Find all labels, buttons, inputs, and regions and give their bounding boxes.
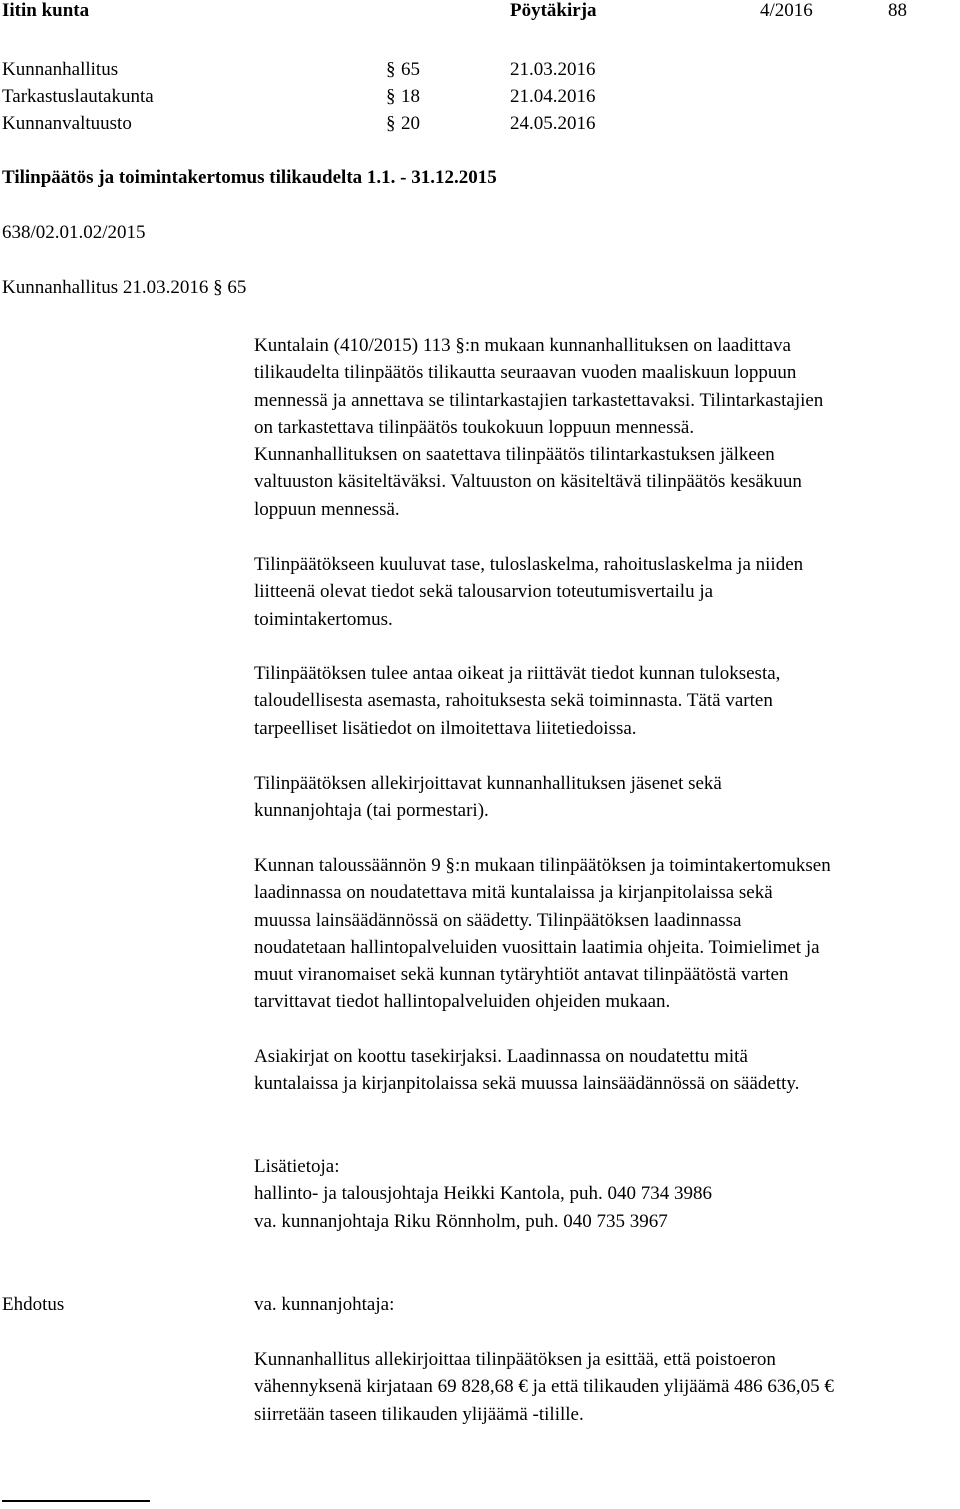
meeting-body: Kunnanhallitus xyxy=(2,59,119,80)
section-number: 18 xyxy=(401,86,420,107)
issue-number: 4/2016 xyxy=(760,0,813,21)
paragraph-line: toimintakertomus. xyxy=(254,608,393,630)
body-paragraph xyxy=(254,332,960,523)
paragraph-line: noudatetaan hallintopalveluiden vuosittain laatimia ohjeita. Toimielimet ja xyxy=(254,936,820,958)
proposal-text xyxy=(254,1346,960,1428)
section-number: 65 xyxy=(227,277,247,298)
paragraph-line: taloudellisesta asemasta, rahoituksesta sekä toiminnasta. Tätä varten xyxy=(254,690,773,712)
section-symbol: § xyxy=(386,113,396,134)
paragraph-line: tarpeelliset lisätiedot on ilmoitettava liitetiedoissa. xyxy=(254,717,637,739)
paragraph-line: tarvittavat tiedot hallintopalveluiden ohjeiden mukaan. xyxy=(254,991,671,1013)
paragraph-line: laadinnassa on noudatettava mitä kuntalaissa ja kirjanpitolaissa sekä xyxy=(254,882,773,904)
paragraph-line: liitteenä olevat tiedot sekä talousarvion toteutumisvertailu ja xyxy=(254,581,714,603)
paragraph-line: on tarkastettava tilinpäätös toukokuun loppuun mennessä. xyxy=(254,416,695,438)
paragraph-line: kunnanjohtaja (tai pormestari). xyxy=(254,800,489,822)
paragraph-line: Tilinpäätöksen tulee antaa oikeat ja riittävät tiedot kunnan tuloksesta, xyxy=(254,663,781,684)
footnote-rule xyxy=(2,1500,150,1502)
paragraph-line: muussa lainsäädännössä on säädetty. Tilinpäätöksen laadinnassa xyxy=(254,909,742,931)
document-title: Tilinpäätös ja toimintakertomus tilikaudelta 1.1. - 31.12.2015 xyxy=(2,167,497,188)
paragraph-line: valtuuston käsiteltäväksi. Valtuuston on käsiteltävä tilinpäätös kesäkuun xyxy=(254,471,802,493)
section-number: 20 xyxy=(401,113,420,134)
contact-heading: Lisätietoja: xyxy=(254,1156,340,1177)
proposal-line: siirretään taseen tilikauden ylijäämä -tilille. xyxy=(254,1403,584,1425)
proposal-line: vähennyksenä kirjataan 69 828,68 € ja että tilikauden ylijäämä 486 636,05 € xyxy=(254,1376,834,1398)
section-symbol: § xyxy=(386,59,396,80)
meeting-body: Kunnanvaltuusto xyxy=(2,113,132,134)
paragraph-line: tilikaudelta tilinpäätös tilikautta seuraavan vuoden maaliskuun loppuun xyxy=(254,362,797,384)
contact-info xyxy=(254,1153,960,1235)
paragraph-line: Kunnanhallituksen on saatettava tilinpäätös tilintarkastuksen jälkeen xyxy=(254,444,775,466)
paragraph-line: mennessä ja annettava se tilintarkastajien tarkastettavaksi. Tilintarkastajien xyxy=(254,389,824,411)
paragraph-line: loppuun mennessä. xyxy=(254,498,400,520)
proposal-label: Ehdotus xyxy=(2,1294,65,1315)
document-type: Pöytäkirja xyxy=(510,0,597,21)
meeting-date: 21.03.2016 xyxy=(510,59,596,80)
contact-line: hallinto- ja talousjohtaja Heikki Kantola, puh. 040 734 3986 xyxy=(254,1183,713,1205)
section-number: 65 xyxy=(401,59,420,80)
paragraph-line: Tilinpäätöksen allekirjoittavat kunnanhallituksen jäsenet sekä xyxy=(254,773,722,794)
paragraph-line: muut viranomaiset sekä kunnan tytäryhtiöt antavat tilinpäätöstä varten xyxy=(254,964,789,986)
page-number: 88 xyxy=(888,0,907,21)
body-paragraph xyxy=(254,1043,960,1098)
paragraph-line: Tilinpäätökseen kuuluvat tase, tuloslaskelma, rahoituslaskelma ja niiden xyxy=(254,554,804,575)
meeting-date: 24.05.2016 xyxy=(510,113,596,134)
meeting-reference-text: Kunnanhallitus 21.03.2016 xyxy=(2,277,209,298)
meeting-date: 21.04.2016 xyxy=(510,86,596,107)
contact-line: va. kunnanjohtaja Riku Rönnholm, puh. 040 735 3967 xyxy=(254,1210,668,1232)
meeting-reference xyxy=(2,277,246,299)
paragraph-line: Kunnan taloussäännön 9 §:n mukaan tilinpäätöksen ja toimintakertomuksen xyxy=(254,855,831,876)
proposal-presenter: va. kunnanjohtaja: xyxy=(254,1294,395,1315)
municipality-name: Iitin kunta xyxy=(2,0,90,21)
body-paragraph xyxy=(254,660,960,742)
body-paragraph xyxy=(254,770,960,825)
body-paragraph xyxy=(254,852,960,1016)
section-symbol: § xyxy=(213,277,223,298)
proposal-line: Kunnanhallitus allekirjoittaa tilinpäätöksen ja esittää, että poistoeron xyxy=(254,1349,776,1370)
record-id: 638/02.01.02/2015 xyxy=(2,222,146,243)
body-paragraph xyxy=(254,551,960,633)
meeting-body: Tarkastuslautakunta xyxy=(2,86,154,107)
paragraph-line: Asiakirjat on koottu tasekirjaksi. Laadinnassa on noudatettu mitä xyxy=(254,1046,748,1067)
section-symbol: § xyxy=(386,86,396,107)
paragraph-line: kuntalaissa ja kirjanpitolaissa sekä muussa lainsäädännössä on säädetty. xyxy=(254,1073,800,1095)
paragraph-line: Kuntalain (410/2015) 113 §:n mukaan kunnanhallituksen on laadittava xyxy=(254,335,791,356)
